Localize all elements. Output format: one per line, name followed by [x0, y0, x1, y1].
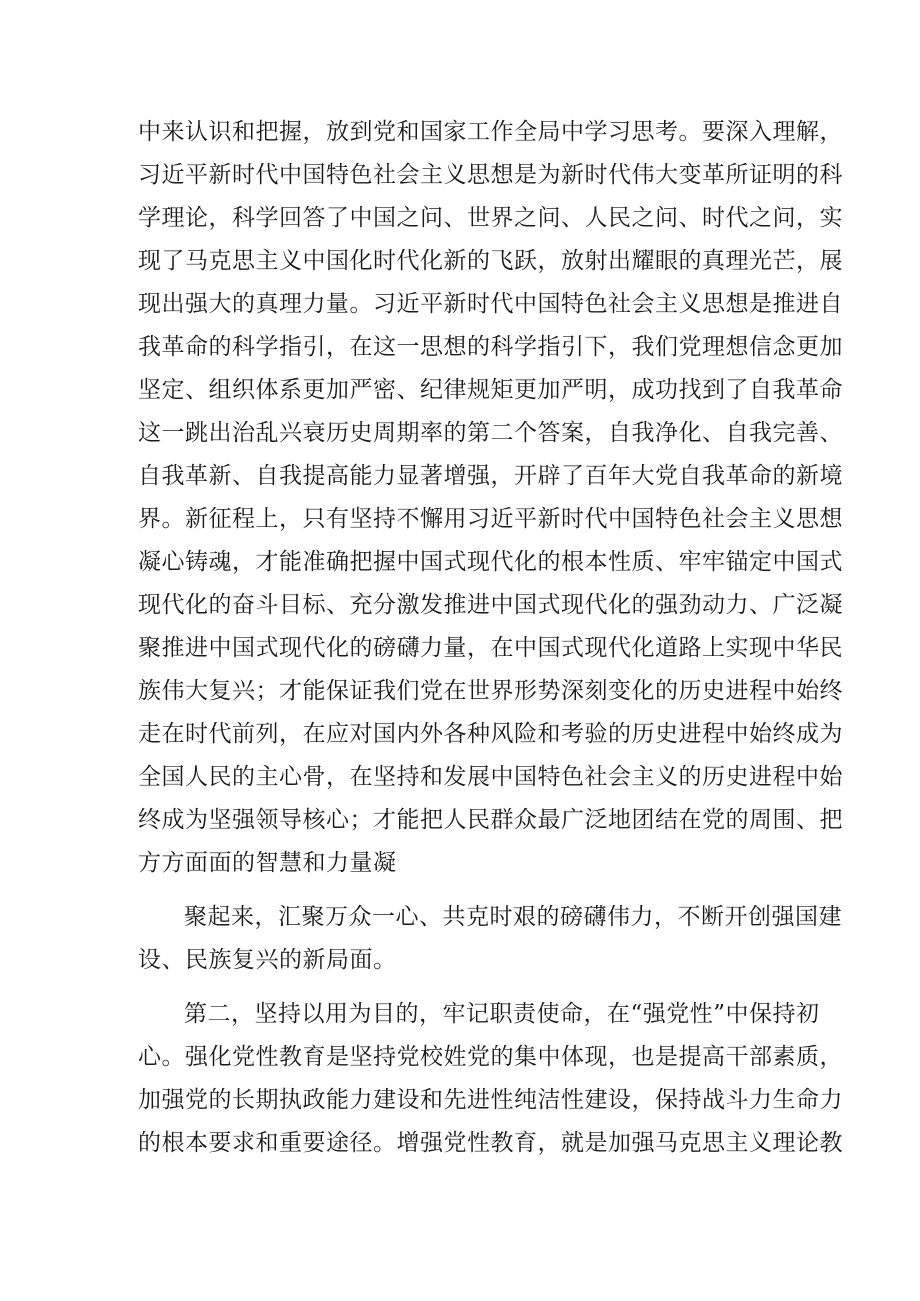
text-line: 聚推进中国式现代化的磅礴力量，在中国式现代化道路上实现中华民 [138, 635, 843, 661]
paragraph-first-line: 第二，坚持以用为目的，牢记职责使命，在“强党性”中保持初 [184, 1001, 820, 1027]
text-line: 加强党的长期执政能力建设和先进性纯洁性建设，保持战斗力生命力 [138, 1087, 843, 1113]
text-line: 的根本要求和重要途径。增强党性教育，就是加强马克思主义理论教 [138, 1130, 843, 1156]
text-line: 学理论，科学回答了中国之问、世界之问、人民之问、时代之问，实 [138, 205, 843, 231]
text-line: 坚定、组织体系更加严密、纪律规矩更加严明，成功找到了自我革命 [138, 377, 843, 403]
text-line: 设、民族复兴的新局面。 [138, 947, 397, 973]
text-line: 凝心铸魂，才能准确把握中国式现代化的根本性质、牢牢锚定中国式 [138, 549, 843, 575]
text-line: 中来认识和把握，放到党和国家工作全局中学习思考。要深入理解， [138, 119, 843, 145]
text-line: 这一跳出治乱兴衰历史周期率的第二个答案，自我净化、自我完善、 [138, 420, 843, 446]
text-line: 习近平新时代中国特色社会主义思想是为新时代伟大变革所证明的科 [138, 162, 843, 188]
text-line: 现出强大的真理力量。习近平新时代中国特色社会主义思想是推进自 [138, 291, 843, 317]
text-line: 自我革新、自我提高能力显著增强，开辟了百年大党自我革命的新境 [138, 463, 843, 489]
text-line: 现了马克思主义中国化时代化新的飞跃，放射出耀眼的真理光芒，展 [138, 248, 843, 274]
text-line: 走在时代前列，在应对国内外各种风险和考验的历史进程中始终成为 [138, 721, 843, 747]
text-line: 界。新征程上，只有坚持不懈用习近平新时代中国特色社会主义思想 [138, 506, 843, 532]
paragraph-first-line: 聚起来，汇聚万众一心、共克时艰的磅礴伟力，不断开创强国建 [184, 904, 842, 930]
text-line: 我革命的科学指引，在这一思想的科学指引下，我们党理想信念更加 [138, 334, 843, 360]
text-line: 终成为坚强领导核心；才能把人民群众最广泛地团结在党的周围、把 [138, 807, 843, 833]
text-line: 全国人民的主心骨，在坚持和发展中国特色社会主义的历史进程中始 [138, 764, 843, 790]
text-line: 方方面面的智慧和力量凝 [138, 850, 397, 876]
text-line: 现代化的奋斗目标、充分激发推进中国式现代化的强劲动力、广泛凝 [138, 592, 843, 618]
text-line: 族伟大复兴；才能保证我们党在世界形势深刻变化的历史进程中始终 [138, 678, 843, 704]
text-line: 心。强化党性教育是坚持党校姓党的集中体现，也是提高干部素质， [138, 1044, 843, 1070]
